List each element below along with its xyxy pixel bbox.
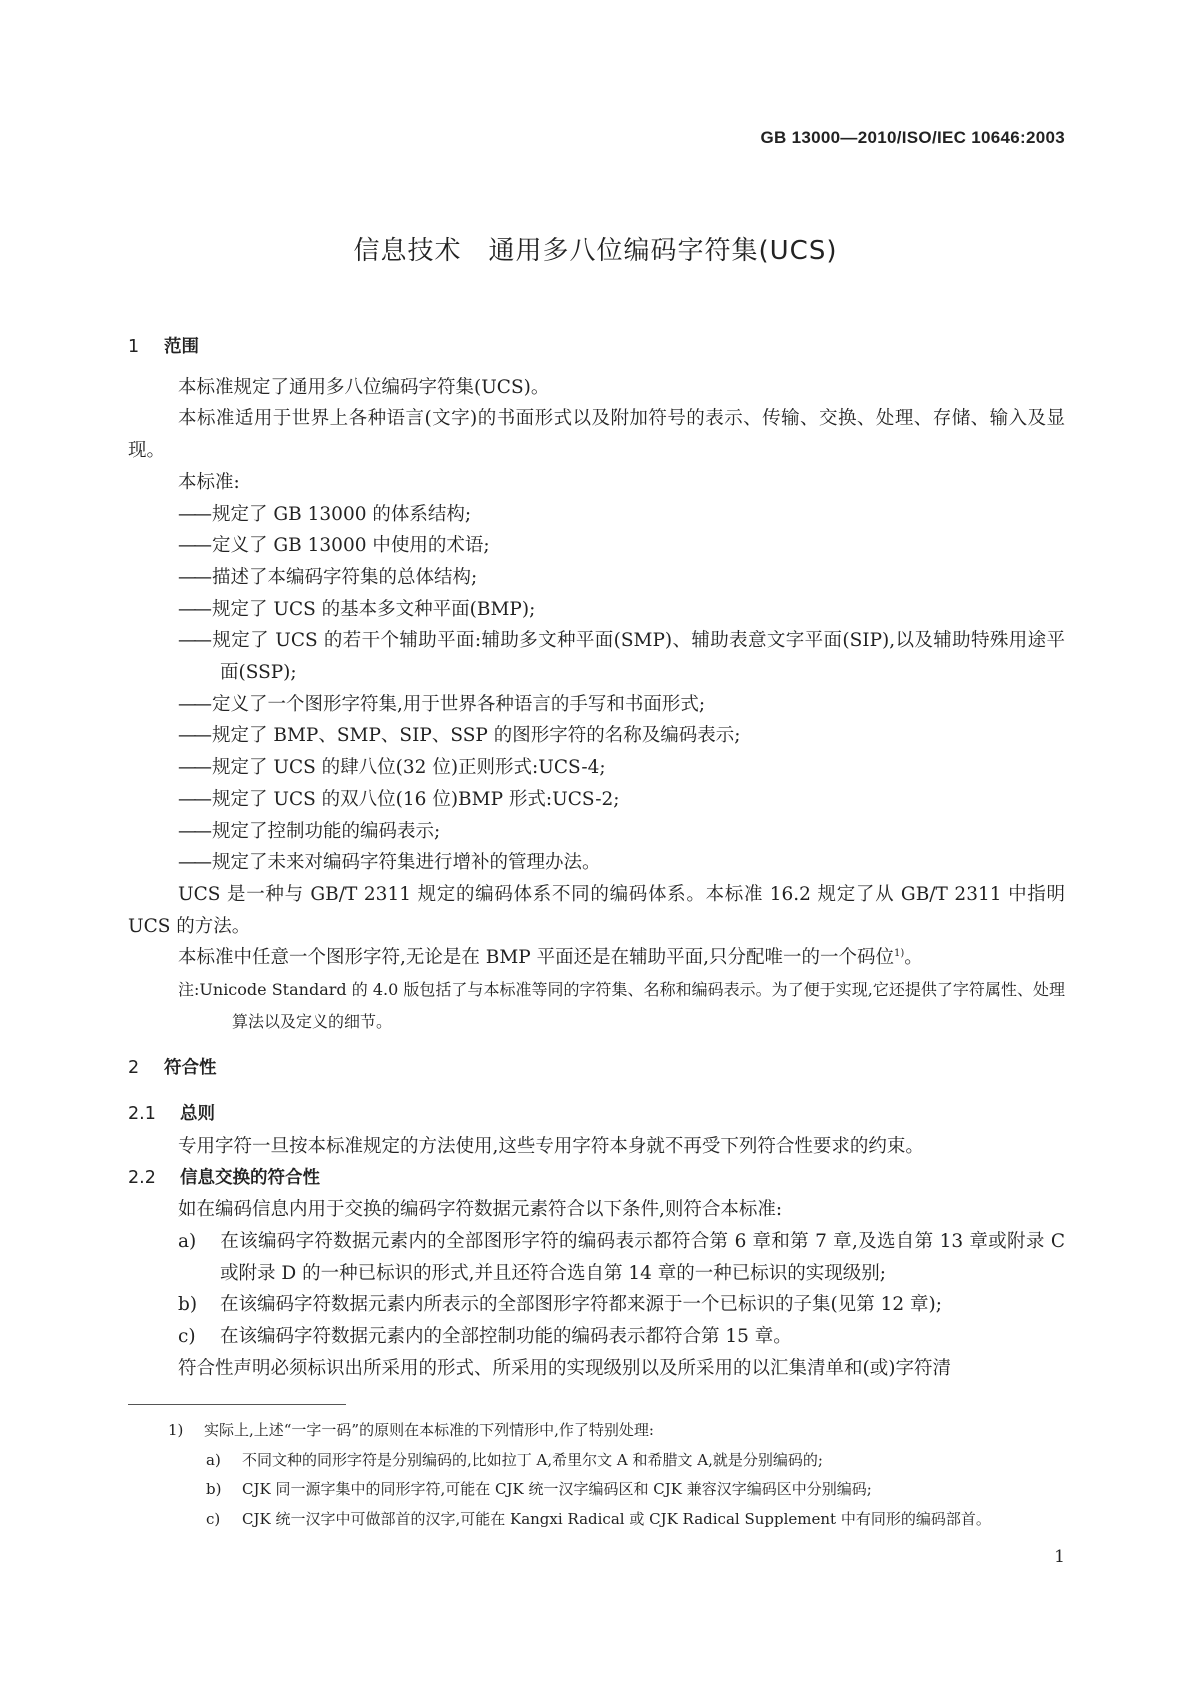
item-text: 在该编码字符数据元素内的全部控制功能的编码表示都符合第 15 章。	[220, 1326, 792, 1348]
item-label: b)	[178, 1294, 198, 1316]
list-item: —— 规定了 UCS 的双八位(16 位)BMP 形式:UCS-2;	[128, 784, 1065, 816]
document-title: 信息技术 通用多八位编码字符集(UCS)	[353, 236, 838, 266]
page-number: 1	[1054, 1547, 1065, 1567]
item-text: CJK 同一源字集中的同形字符,可能在 CJK 统一汉字编码区和 CJK 兼容汉字编码区中分别编码;	[242, 1480, 872, 1498]
list-item: —— 规定了未来对编码字符集进行增补的管理办法。	[128, 847, 1065, 879]
paragraph: UCS 是一种与 GB/T 2311 规定的编码体系不同的编码体系。本标准 16.2 规定了从 GB/T 2311 中指明 UCS 的方法。	[128, 883, 1065, 937]
section-title: 总则	[180, 1104, 215, 1125]
section-number: 2.2	[128, 1167, 156, 1188]
list-item: —— 规定了 UCS 的若干个辅助平面:辅助多文种平面(SMP)、辅助表意文字平面(SIP),以及辅助特殊用途平面(SSP);	[128, 625, 1065, 688]
list-item	[128, 1321, 1065, 1353]
item-label: c)	[206, 1509, 221, 1528]
footnote-item	[168, 1475, 1068, 1505]
item-label: a)	[178, 1230, 197, 1252]
paragraph: 符合性声明必须标识出所采用的形式、所采用的实现级别以及所采用的以汇集清单和(或)字符清	[178, 1357, 951, 1379]
item-text: 不同文种的同形字符是分别编码的,比如拉丁 A,希里尔文 A 和希腊文 A,就是分别编码的;	[242, 1450, 823, 1469]
item-text: 在该编码字符数据元素内所表示的全部图形字符都来源于一个已标识的子集(见第 12 章);	[220, 1294, 942, 1316]
paragraph-text: 本标准中任意一个图形字符,无论是在 BMP 平面还是在辅助平面,只分配唯一的一个码位	[178, 947, 895, 969]
footnote-divider	[128, 1404, 346, 1405]
section-1-heading	[128, 332, 1065, 364]
item-label: c)	[178, 1326, 196, 1348]
list-item: —— 定义了一个图形字符集,用于世界各种语言的手写和书面形式;	[128, 689, 1065, 721]
list-item: —— 规定了 GB 13000 的体系结构;	[128, 499, 1065, 531]
item-text: CJK 统一汉字中可做部首的汉字,可能在 Kangxi Radical 或 CJK Radical Supplement 中有同形的编码部首。	[242, 1509, 991, 1528]
list-item: —— 定义了 GB 13000 中使用的术语;	[128, 530, 1065, 562]
paragraph: 本标准规定了通用多八位编码字符集(UCS)。	[178, 376, 550, 398]
section-title: 符合性	[164, 1058, 217, 1079]
list-item: —— 规定了 UCS 的基本多文种平面(BMP);	[128, 594, 1065, 626]
note: 注:Unicode Standard 的 4.0 版包括了与本标准等同的字符集、名称和编码表示。为了便于实现,它还提供了字符属性、处理算法以及定义的细节。	[178, 980, 1065, 1031]
list-item: —— 规定了控制功能的编码表示;	[128, 816, 1065, 848]
section-number: 2	[128, 1058, 140, 1079]
paragraph	[128, 942, 1065, 974]
footnote-label: 1)	[168, 1421, 184, 1439]
section-title: 信息交换的符合性	[180, 1167, 320, 1188]
footnote	[168, 1416, 1068, 1534]
standard-number-header: GB 13000—2010/ISO/IEC 10646:2003	[760, 128, 1065, 147]
section-2-heading	[128, 1053, 1065, 1085]
section-2-2-heading	[128, 1163, 1065, 1195]
list-item	[128, 1226, 1065, 1289]
section-number: 1	[128, 337, 140, 357]
document-body	[128, 332, 1065, 1385]
footnote-main	[168, 1416, 1068, 1446]
list-item: —— 规定了 UCS 的肆八位(32 位)正则形式:UCS-4;	[128, 752, 1065, 784]
item-label: b)	[206, 1480, 222, 1498]
list-item: —— 规定了 BMP、SMP、SIP、SSP 的图形字符的名称及编码表示;	[128, 720, 1065, 752]
list-item: —— 描述了本编码字符集的总体结构;	[128, 562, 1065, 594]
paragraph: 本标准适用于世界上各种语言(文字)的书面形式以及附加符号的表示、传输、交换、处理、存储、输入及显现。	[128, 408, 1065, 462]
paragraph: 如在编码信息内用于交换的编码字符数据元素符合以下条件,则符合本标准:	[178, 1199, 783, 1221]
paragraph: 本标准:	[178, 471, 240, 493]
footnote-item	[168, 1505, 1068, 1535]
paragraph: 专用字符一旦按本标准规定的方法使用,这些专用字符本身就不再受下列符合性要求的约束。	[178, 1135, 924, 1157]
list-item	[128, 1289, 1065, 1321]
section-title: 范围	[164, 337, 199, 357]
item-label: a)	[206, 1450, 221, 1469]
footnote-item	[168, 1446, 1068, 1476]
item-text: 在该编码字符数据元素内的全部图形字符的编码表示都符合第 6 章和第 7 章,及选自第 13 章或附录 C 或附录 D 的一种已标识的形式,并且还符合选自第 14 章的一种已标识的实现级别;	[220, 1230, 1065, 1284]
paragraph-end: 。	[904, 947, 923, 969]
footnote-ref[interactable]: 1)	[894, 948, 905, 960]
section-number: 2.1	[128, 1104, 156, 1125]
footnote-text: 实际上,上述“一字一码”的原则在本标准的下列情形中,作了特别处理:	[204, 1421, 654, 1439]
section-2-1-heading	[128, 1099, 1065, 1131]
